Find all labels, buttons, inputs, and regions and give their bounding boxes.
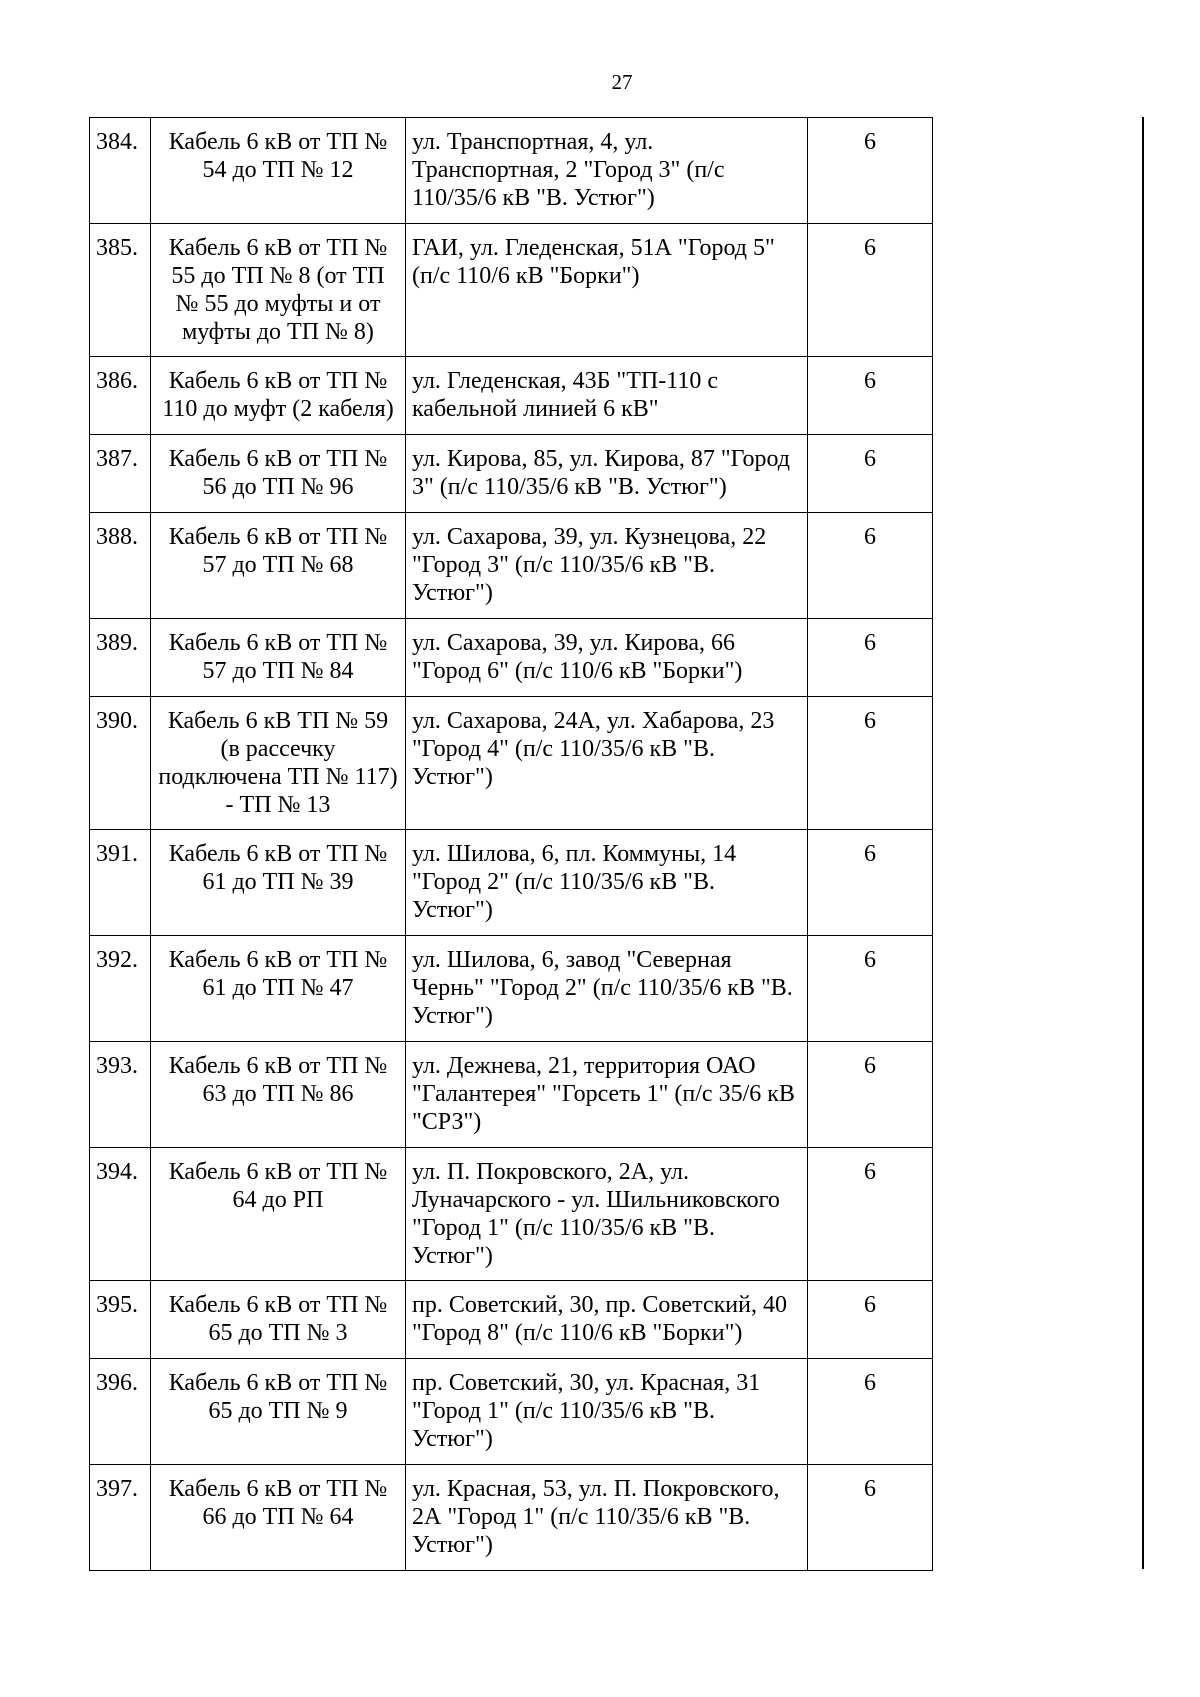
table-row [90, 118, 933, 224]
cable-name: Кабель 6 кВ от ТП № 110 до муфт (2 кабеля) [151, 357, 406, 435]
cable-voltage: 6 [808, 1465, 933, 1571]
row-number: 388. [90, 513, 151, 619]
table-row [90, 357, 933, 435]
cable-address: ул. Кирова, 85, ул. Кирова, 87 "Город 3" (п/с 110/35/6 кВ "В. Устюг") [406, 435, 808, 513]
cable-address: ул. Дежнева, 21, территория ОАО "Галантерея" "Горсеть 1" (п/с 35/6 кВ "СРЗ") [406, 1042, 808, 1148]
cable-name: Кабель 6 кВ от ТП № 63 до ТП № 86 [151, 1042, 406, 1148]
cable-voltage: 6 [808, 435, 933, 513]
cable-name: Кабель 6 кВ от ТП № 65 до ТП № 3 [151, 1281, 406, 1359]
row-number: 392. [90, 936, 151, 1042]
cable-voltage: 6 [808, 513, 933, 619]
table-row [90, 1281, 933, 1359]
cable-voltage: 6 [808, 1042, 933, 1148]
cable-address: ГАИ, ул. Гледенская, 51А "Город 5" (п/с 110/6 кВ "Борки") [406, 224, 808, 357]
cable-address: ул. Сахарова, 39, ул. Кузнецова, 22 "Город 3" (п/с 110/35/6 кВ "В. Устюг") [406, 513, 808, 619]
table-row [90, 513, 933, 619]
table-row [90, 435, 933, 513]
row-number: 390. [90, 697, 151, 830]
table-row [90, 224, 933, 357]
row-number: 385. [90, 224, 151, 357]
cable-voltage: 6 [808, 357, 933, 435]
cable-voltage: 6 [808, 830, 933, 936]
cable-voltage: 6 [808, 1281, 933, 1359]
cable-name: Кабель 6 кВ от ТП № 64 до РП [151, 1148, 406, 1281]
cable-voltage: 6 [808, 224, 933, 357]
cable-name: Кабель 6 кВ от ТП № 57 до ТП № 84 [151, 619, 406, 697]
cable-voltage: 6 [808, 118, 933, 224]
table-row [90, 1042, 933, 1148]
row-number: 393. [90, 1042, 151, 1148]
row-number: 386. [90, 357, 151, 435]
cable-address: ул. Сахарова, 24А, ул. Хабарова, 23 "Город 4" (п/с 110/35/6 кВ "В. Устюг") [406, 697, 808, 830]
cable-voltage: 6 [808, 1148, 933, 1281]
cable-name: Кабель 6 кВ ТП № 59 (в рассечку подключена ТП № 117) - ТП № 13 [151, 697, 406, 830]
cable-voltage: 6 [808, 697, 933, 830]
cable-name: Кабель 6 кВ от ТП № 54 до ТП № 12 [151, 118, 406, 224]
cable-voltage: 6 [808, 936, 933, 1042]
row-number: 396. [90, 1359, 151, 1465]
cable-voltage: 6 [808, 619, 933, 697]
cable-address: ул. Красная, 53, ул. П. Покровского, 2А "Город 1" (п/с 110/35/6 кВ "В. Устюг") [406, 1465, 808, 1571]
cable-address: ул. Сахарова, 39, ул. Кирова, 66 "Город 6" (п/с 110/6 кВ "Борки") [406, 619, 808, 697]
table-row [90, 1359, 933, 1465]
cable-address: ул. Гледенская, 43Б "ТП-110 с кабельной линией 6 кВ" [406, 357, 808, 435]
cable-name: Кабель 6 кВ от ТП № 66 до ТП № 64 [151, 1465, 406, 1571]
row-number: 394. [90, 1148, 151, 1281]
cable-name: Кабель 6 кВ от ТП № 55 до ТП № 8 (от ТП № 55 до муфты и от муфты до ТП № 8) [151, 224, 406, 357]
cable-name: Кабель 6 кВ от ТП № 61 до ТП № 39 [151, 830, 406, 936]
row-number: 389. [90, 619, 151, 697]
cable-address: ул. Шилова, 6, пл. Коммуны, 14 "Город 2" (п/с 110/35/6 кВ "В. Устюг") [406, 830, 808, 936]
table-row [90, 619, 933, 697]
table-row [90, 1465, 933, 1571]
table-row [90, 830, 933, 936]
right-margin-line [1142, 117, 1144, 1569]
cable-name: Кабель 6 кВ от ТП № 65 до ТП № 9 [151, 1359, 406, 1465]
cable-name: Кабель 6 кВ от ТП № 56 до ТП № 96 [151, 435, 406, 513]
table-row [90, 936, 933, 1042]
row-number: 397. [90, 1465, 151, 1571]
table-row [90, 697, 933, 830]
cable-address: пр. Советский, 30, ул. Красная, 31 "Город 1" (п/с 110/35/6 кВ "В. Устюг") [406, 1359, 808, 1465]
row-number: 395. [90, 1281, 151, 1359]
cable-name: Кабель 6 кВ от ТП № 61 до ТП № 47 [151, 936, 406, 1042]
page-number: 27 [611, 70, 633, 94]
table-row [90, 1148, 933, 1281]
row-number: 391. [90, 830, 151, 936]
cable-registry-table [89, 117, 933, 1571]
cable-voltage: 6 [808, 1359, 933, 1465]
cable-address: ул. Транспортная, 4, ул. Транспортная, 2 "Город 3" (п/с 110/35/6 кВ "В. Устюг") [406, 118, 808, 224]
cable-name: Кабель 6 кВ от ТП № 57 до ТП № 68 [151, 513, 406, 619]
cable-address: пр. Советский, 30, пр. Советский, 40 "Город 8" (п/с 110/6 кВ "Борки") [406, 1281, 808, 1359]
cable-address: ул. Шилова, 6, завод "Северная Чернь" "Город 2" (п/с 110/35/6 кВ "В. Устюг") [406, 936, 808, 1042]
row-number: 384. [90, 118, 151, 224]
row-number: 387. [90, 435, 151, 513]
cable-address: ул. П. Покровского, 2А, ул. Луначарского - ул. Шильниковского "Город 1" (п/с 110/35/6 кВ "В. Устюг") [406, 1148, 808, 1281]
